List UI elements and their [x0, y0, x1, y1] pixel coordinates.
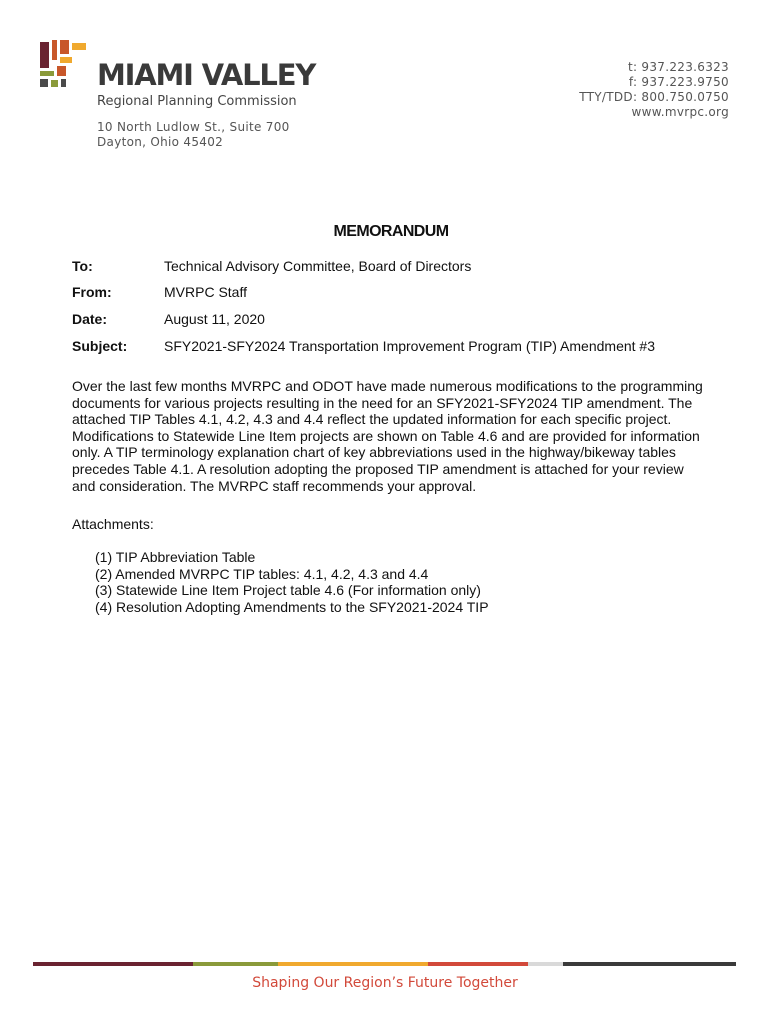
contact-website[interactable]: www.mvrpc.org	[631, 105, 729, 119]
bar-segment	[33, 962, 193, 966]
bar-segment	[563, 962, 736, 966]
bar-segment	[528, 962, 563, 966]
body-line: documents for various projects resulting in the need for an SFY2021-SFY2024 TIP amendment. The	[72, 394, 693, 411]
from-value: MVRPC Staff	[164, 284, 247, 300]
address-line-1: 10 North Ludlow St., Suite 700	[97, 120, 290, 134]
body-line: only. A TIP terminology explanation chart of key abbreviations used in the highway/bikeway tables	[72, 444, 676, 461]
body-line: and consideration. The MVRPC staff recommends your approval.	[72, 477, 477, 494]
footer-color-bar	[33, 962, 736, 966]
to-value: Technical Advisory Committee, Board of Directors	[164, 258, 472, 274]
body-line: attached TIP Tables 4.1, 4.2, 4.3 and 4.4 reflect the updated information for each specific project.	[72, 411, 672, 428]
subject-value: SFY2021-SFY2024 Transportation Improvement Program (TIP) Amendment #3	[164, 338, 656, 354]
attachment-item: (1) TIP Abbreviation Table	[95, 549, 256, 565]
subject-label: Subject:	[72, 338, 128, 354]
attachment-item: (2) Amended MVRPC TIP tables: 4.1, 4.2, 4.3 and 4.4	[95, 565, 429, 582]
body-line: precedes Table 4.1. A resolution adopting the proposed TIP amendment is attached for your review	[72, 460, 684, 477]
attachment-item: (3) Statewide Line Item Project table 4.6 (For information only)	[95, 582, 481, 598]
attachments-title: Attachments:	[72, 516, 154, 532]
from-label: From:	[72, 284, 112, 300]
to-label: To:	[72, 258, 93, 274]
address-line-2: Dayton, Ohio 45402	[97, 135, 224, 149]
contact-fax: f: 937.223.9750	[628, 75, 729, 89]
body-line: Over the last few months MVRPC and ODOT have made numerous modifications to the programming	[72, 378, 703, 394]
attachments-list	[95, 549, 489, 615]
body-line: Modifications to Statewide Line Item projects are shown on Table 4.6 and are provided for information	[72, 427, 700, 444]
footer-tagline: Shaping Our Region’s Future Together	[252, 975, 518, 991]
contact-phone: t: 937.223.6323	[627, 60, 729, 74]
bar-segment	[278, 962, 428, 966]
date-label: Date:	[72, 311, 108, 327]
bar-segment	[193, 962, 278, 966]
mvrpc-logo	[40, 40, 92, 90]
org-subtitle: Regional Planning Commission	[97, 94, 297, 109]
memo-title: MEMORANDUM	[333, 223, 449, 240]
date-value: August 11, 2020	[164, 311, 265, 327]
memo-body	[72, 378, 712, 494]
bar-segment	[428, 962, 528, 966]
attachment-item: (4) Resolution Adopting Amendments to the SFY2021-2024 TIP	[95, 598, 489, 615]
contact-tty: TTY/TDD: 800.750.0750	[579, 90, 729, 104]
org-name: MIAMI VALLEY	[97, 58, 316, 92]
